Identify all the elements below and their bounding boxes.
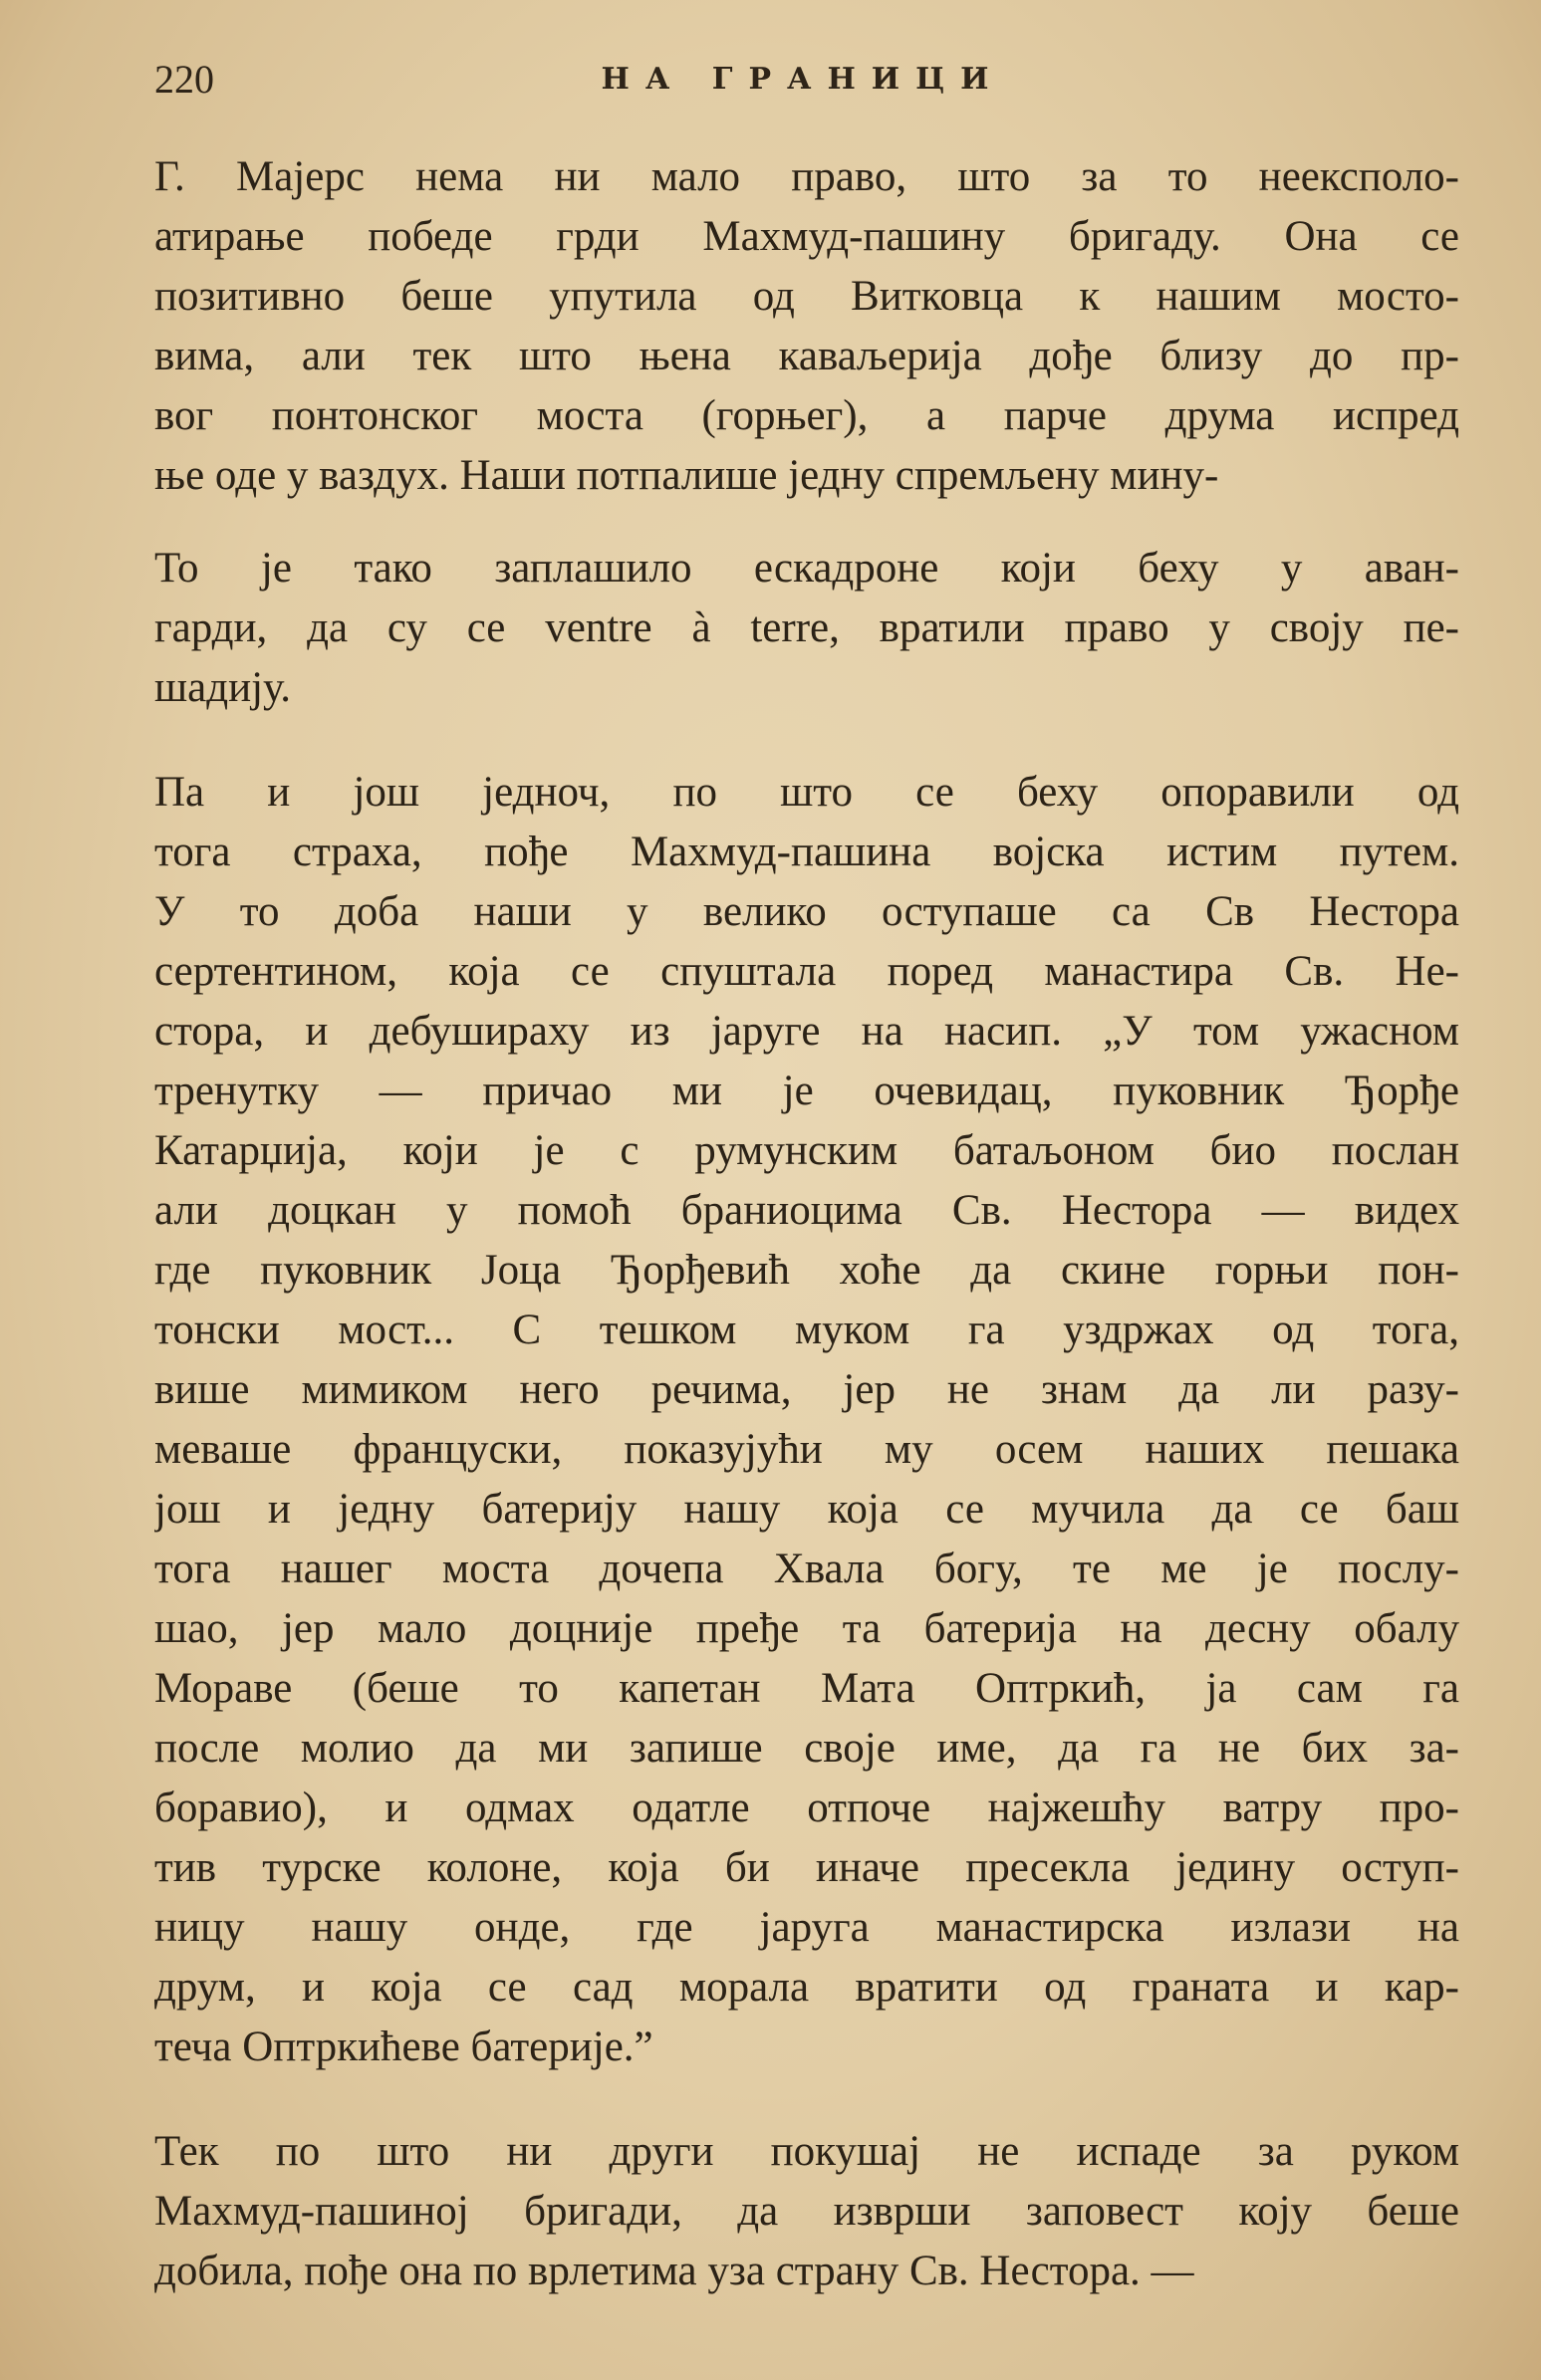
running-head: НА ГРАНИЦИ bbox=[601, 62, 1005, 97]
body-text bbox=[154, 147, 1459, 2301]
paragraph-gap bbox=[154, 2077, 1459, 2122]
text-line: ње оде у ваздух. Наши потпалише једну спремљену мину- bbox=[154, 452, 1219, 499]
text-line: ницу нашу онде, где јаруга манастирска излази на bbox=[154, 1904, 1459, 1951]
text-line: тонски мост... С тешком муком га уздржах од тога, bbox=[154, 1307, 1459, 1353]
text-line: тренутку — причао ми је очевидац, пуковник Ђорђе bbox=[154, 1068, 1459, 1114]
text-line: добила, пође она по врлетима уза страну Св. Нестора. — bbox=[154, 2248, 1194, 2294]
text-line: шадију. bbox=[154, 664, 291, 711]
text-line: после молио да ми запише своје име, да га не бих за- bbox=[154, 1725, 1459, 1772]
text-line: То је тако заплашило ескадроне који беху у аван- bbox=[154, 545, 1459, 592]
paragraph-4 bbox=[154, 2122, 1459, 2301]
text-line: стора, и дебушираху из јаруге на насип. „У том ужасном bbox=[154, 1008, 1459, 1055]
text-line: теча Оптркићеве батерије.” bbox=[154, 2023, 653, 2070]
text-line: али доцкан у помоћ браниоцима Св. Нестора — видех bbox=[154, 1187, 1459, 1234]
text-line: гарди, да су се ventre à terre, вратили право у своју пе- bbox=[154, 604, 1459, 651]
page-header bbox=[154, 52, 1451, 112]
text-line: још и једну батерију нашу која се мучила да се баш bbox=[154, 1486, 1459, 1533]
text-line: позитивно беше упутила од Витковца к нашим мосто- bbox=[154, 273, 1459, 320]
text-line: Г. Мајерс нема ни мало право, што за то неексполо- bbox=[154, 153, 1459, 200]
text-line: атирање победе грди Махмуд-пашину бригаду. Она се bbox=[154, 213, 1459, 260]
page-number: 220 bbox=[154, 57, 214, 102]
text-line: меваше француски, показујући му осем наших пешака bbox=[154, 1426, 1459, 1473]
text-line: Па и још једноч, по што се беху опоравили од bbox=[154, 769, 1459, 816]
paragraph-1 bbox=[154, 147, 1459, 506]
text-line: где пуковник Јоца Ђорђевић хоће да скине горњи пон- bbox=[154, 1247, 1459, 1294]
text-line: Тек по што ни други покушај не испаде за руком bbox=[154, 2128, 1459, 2175]
text-line: вима, али тек што њена каваљерија дође близу до пр- bbox=[154, 333, 1459, 379]
paragraph-2 bbox=[154, 539, 1459, 718]
text-line: сертентином, која се спуштала поред манастира Св. Не- bbox=[154, 948, 1459, 995]
paragraph-3 bbox=[154, 763, 1459, 2077]
text-line: више мимиком него речима, јер не знам да ли разу- bbox=[154, 1366, 1459, 1413]
text-line: друм, и која се сад морала вратити од граната и кар- bbox=[154, 1964, 1459, 2011]
paragraph-gap bbox=[154, 718, 1459, 763]
text-line: Махмуд-пашиној бригади, да изврши заповест коју беше bbox=[154, 2188, 1459, 2235]
text-line: тив турске колоне, која би иначе пресекла једину оступ- bbox=[154, 1844, 1459, 1891]
text-line: тога нашег моста дочепа Хвала богу, те ме је послу- bbox=[154, 1546, 1459, 1592]
text-line: Катарџија, који је с румунским батаљоном био послан bbox=[154, 1127, 1459, 1174]
text-line: боравио), и одмах одатле отпоче најжешћу ватру про- bbox=[154, 1785, 1459, 1831]
text-line: вог понтонског моста (горњег), а парче друма испред bbox=[154, 392, 1459, 439]
text-line: У то доба наши у велико оступаше са Св Нестора bbox=[154, 888, 1459, 935]
text-line: шао, јер мало доцније пређе та батерија на десну обалу bbox=[154, 1605, 1459, 1652]
text-line: тога страха, пође Махмуд-пашина војска истим путем. bbox=[154, 829, 1459, 875]
text-line: Мораве (беше то капетан Мата Оптркић, ја сам га bbox=[154, 1665, 1459, 1712]
paragraph-gap bbox=[154, 506, 1459, 539]
